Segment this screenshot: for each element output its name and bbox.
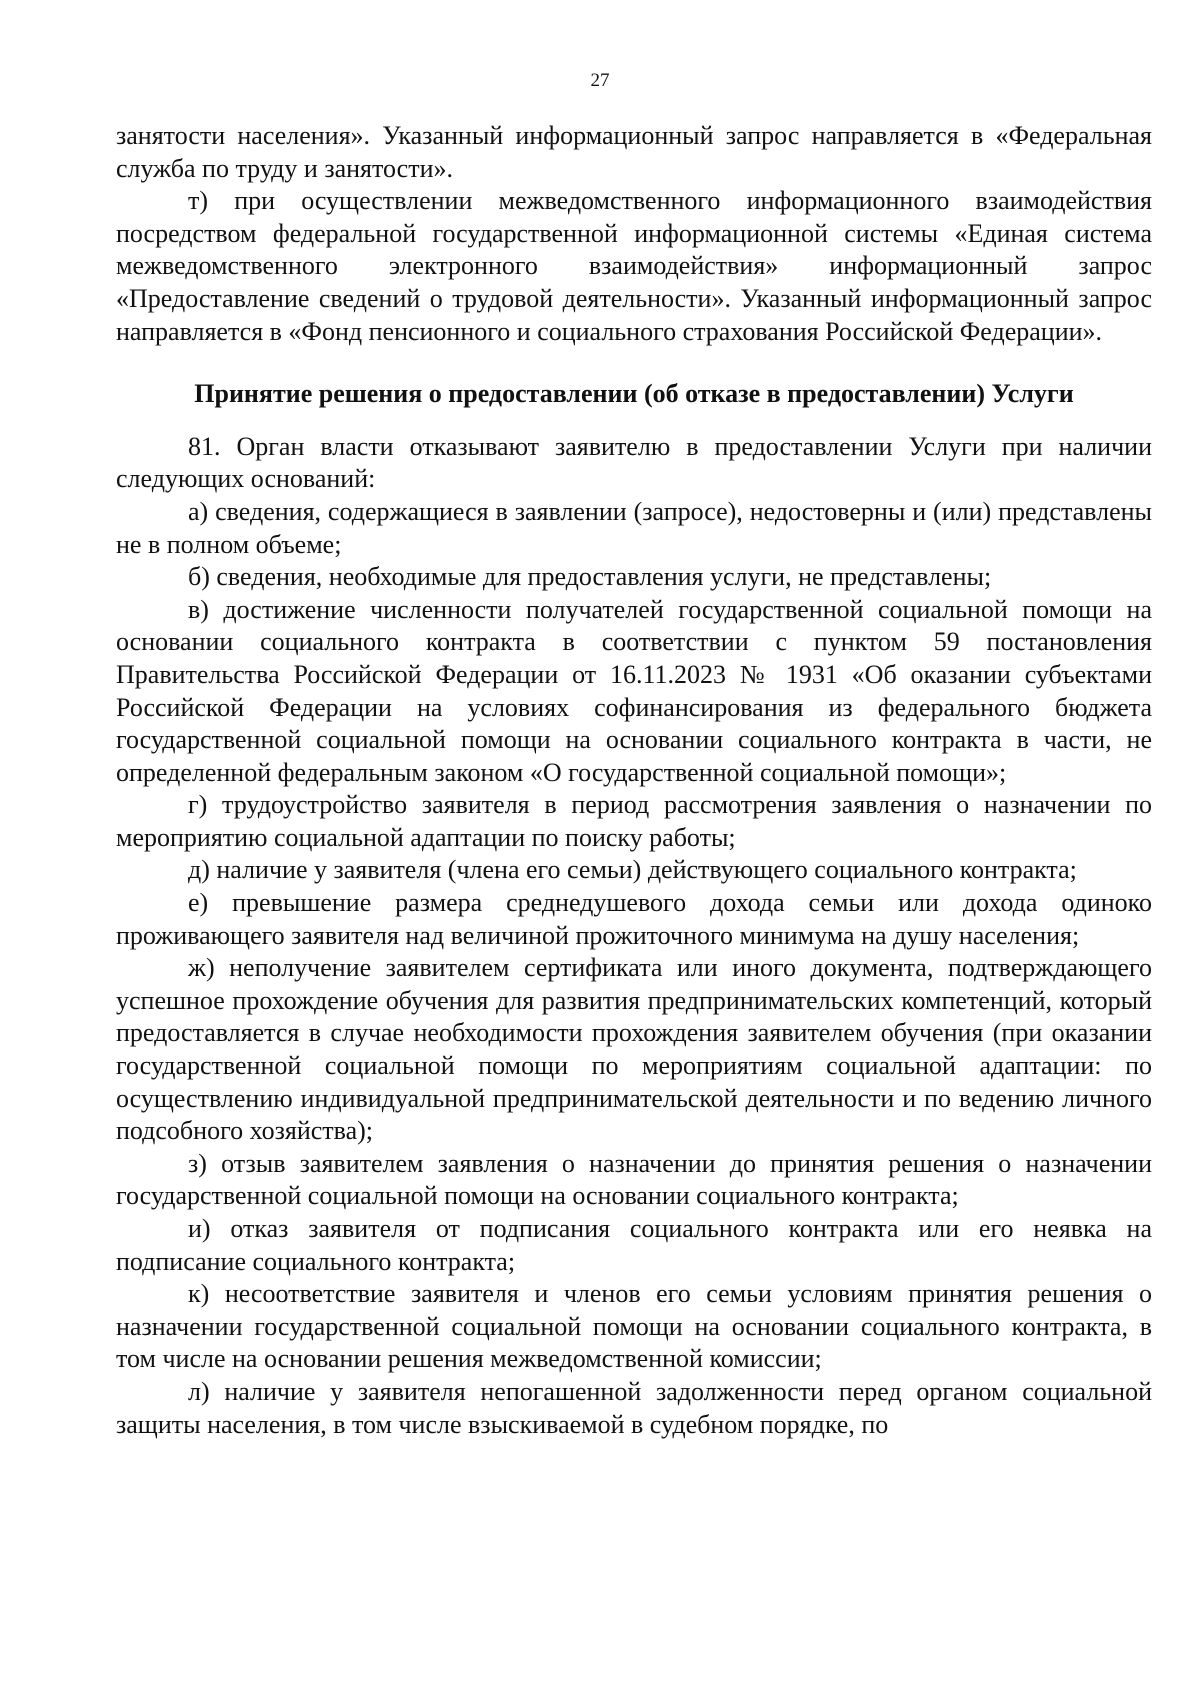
paragraph-item-v: в) достижение численности получателей государственной социальной помощи на основании социального контракта в соответствии с пунктом 59 постановления Правительства Российской Федерации от 16.11.2023 № 1931 «Об оказании субъектами Российской Федерации на условиях софинансирования из федерального бюджета государственной социальной помощи на основании социального контракта в части, не определенной федеральным законом «О государственной социальной помощи»; — [116, 594, 1152, 787]
section-heading: Принятие решения о предоставлении (об отказе в предоставлении) Услуги — [194, 379, 1074, 409]
paragraph-item-e: е) превышение размера среднедушевого дохода семьи или дохода одиноко проживающего заявителя над величиной прожиточного минимума на душу населения; — [116, 888, 1152, 950]
paragraph-clause-81: 81. Орган власти отказывают заявителю в предоставлении Услуги при наличии следующих оснований: — [116, 431, 1152, 494]
paragraph-item-t: т) при осуществлении межведомственного информационного взаимодействия посредством федеральной государственной информационной системы «Единая система межведомственного электронного взаимодействия» информационный запрос «Предоставление сведений о трудовой деятельности». Указанный информационный запрос направляется в «Фонд пенсионного и социального страхования Российской Федерации». — [116, 186, 1152, 346]
paragraph-item-g: г) трудоустройство заявителя в период рассмотрения заявления о назначении по мероприятию социальной адаптации по поиску работы; — [116, 790, 1152, 852]
paragraph-item-l: л) наличие у заявителя непогашенной задолженности перед органом социальной защиты населения, в том числе взыскиваемой в судебном порядке, по — [116, 1376, 1152, 1439]
page-number: 27 — [590, 70, 610, 91]
paragraph-item-zh: ж) неполучение заявителем сертификата или иного документа, подтверждающего успешное прохождение обучения для развития предпринимательских компетенций, который предоставляется в случае необходимости прохождения заявителем обучения (при оказании государственной социальной помощи по мероприятиям социальной адаптации: по осуществлению индивидуальной предпринимательской деятельности и по ведению личного подсобного хозяйства); — [116, 953, 1152, 1146]
paragraph-item-d: д) наличие у заявителя (члена его семьи) действующего социального контракта; — [188, 855, 1077, 885]
paragraph-item-b: б) сведения, необходимые для предоставления услуги, не представлены; — [188, 562, 992, 592]
paragraph-item-a: а) сведения, содержащиеся в заявлении (запросе), недостоверны и (или) представлены не в полном объеме; — [116, 496, 1152, 559]
paragraph-item-i: и) отказ заявителя от подписания социального контракта или его неявка на подписание социального контракта; — [116, 1214, 1152, 1276]
paragraph-item-z: з) отзыв заявителем заявления о назначении до принятия решения о назначении государственной социальной помощи на основании социального контракта; — [116, 1148, 1152, 1211]
document-body — [116, 120, 1152, 1441]
paragraph-continuation: занятости населения». Указанный информационный запрос направляется в «Федеральная служба по труду и занятости». — [116, 121, 1152, 183]
paragraph-item-k: к) несоответствие заявителя и членов его семьи условиям принятия решения о назначении государственной социальной помощи на основании социального контракта, в том числе на основании решения межведомственной комиссии; — [116, 1279, 1152, 1374]
